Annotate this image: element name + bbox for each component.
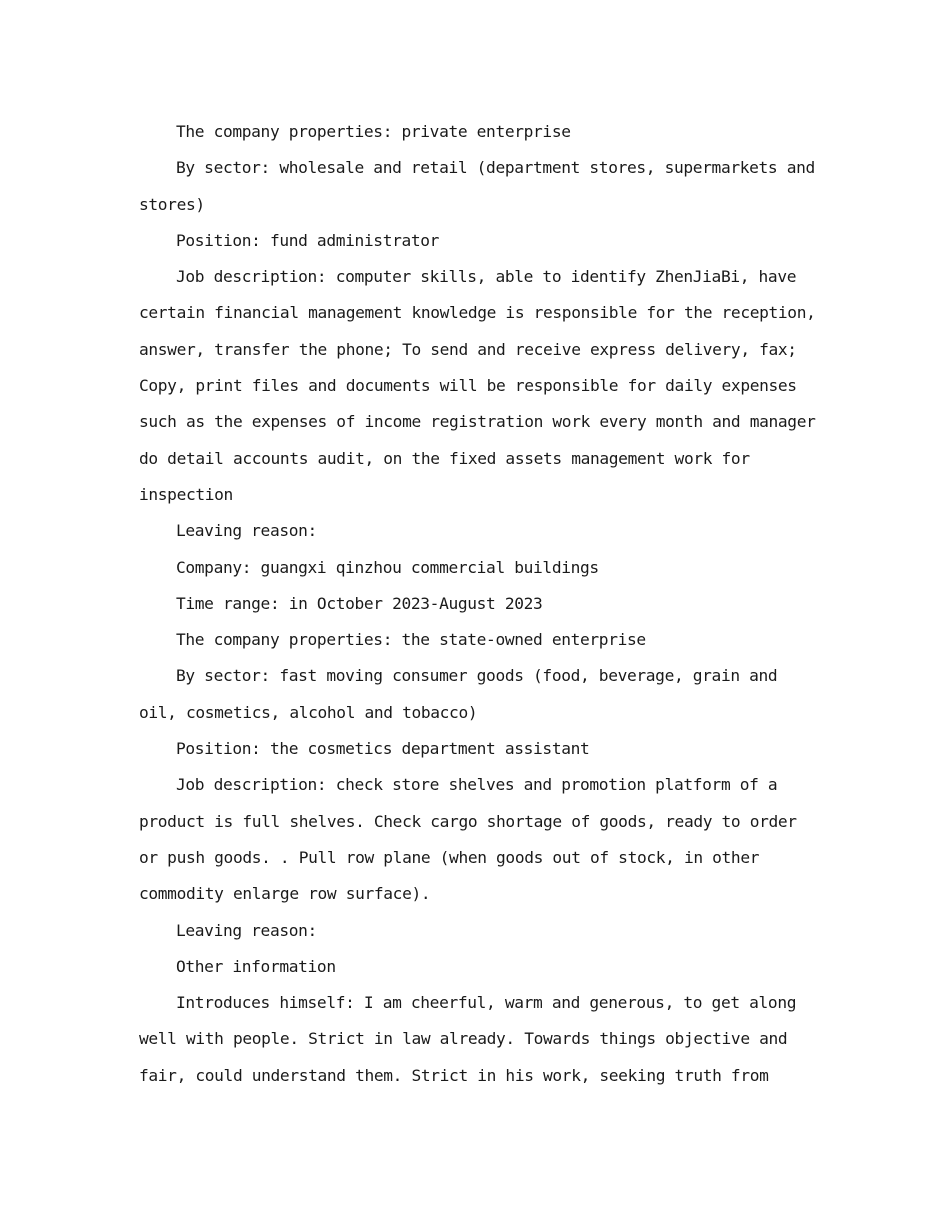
paragraph-leaving-reason-2: Leaving reason: <box>176 920 317 940</box>
paragraph-company-2: Company: guangxi qinzhou commercial buildings <box>176 557 599 577</box>
document-body <box>139 114 839 1094</box>
paragraph-job-description-1: Job description: computer skills, able to identify ZhenJiaBi, have certain financial management knowledge is responsible for the reception, answer, transfer the phone; To send and receive express delivery, fax; Copy, print files and documents will be responsible for daily expenses such as the expenses of income registration work every month and manager do detail accounts audit, on the fixed assets management work for inspection <box>139 267 816 504</box>
paragraph-other-information: Other information <box>176 956 336 976</box>
paragraph-sector-1: By sector: wholesale and retail (department stores, supermarkets and stores) <box>139 158 815 214</box>
paragraph-time-range-2: Time range: in October 2023-August 2023 <box>176 593 543 613</box>
paragraph-job-description-2: Job description: check store shelves and promotion platform of a product is full shelves. Check cargo shortage of goods, ready to order or push goods. . Pull row plane (when goods out of stock, in other commodity enlarge row surface). <box>139 775 797 904</box>
paragraph-company-properties-2: The company properties: the state-owned enterprise <box>176 630 646 650</box>
paragraph-leaving-reason-1: Leaving reason: <box>176 521 317 541</box>
paragraph-introduction: Introduces himself: I am cheerful, warm and generous, to get along well with people. Strict in law already. Towards things objective and fair, could understand them. Strict in his work, seeking truth from <box>139 993 797 1085</box>
paragraph-sector-2: By sector: fast moving consumer goods (food, beverage, grain and oil, cosmetics, alcohol and tobacco) <box>139 666 778 722</box>
paragraph-position-1: Position: fund administrator <box>176 230 440 250</box>
paragraph-company-properties-1: The company properties: private enterprise <box>176 122 571 141</box>
paragraph-position-2: Position: the cosmetics department assistant <box>176 739 590 759</box>
